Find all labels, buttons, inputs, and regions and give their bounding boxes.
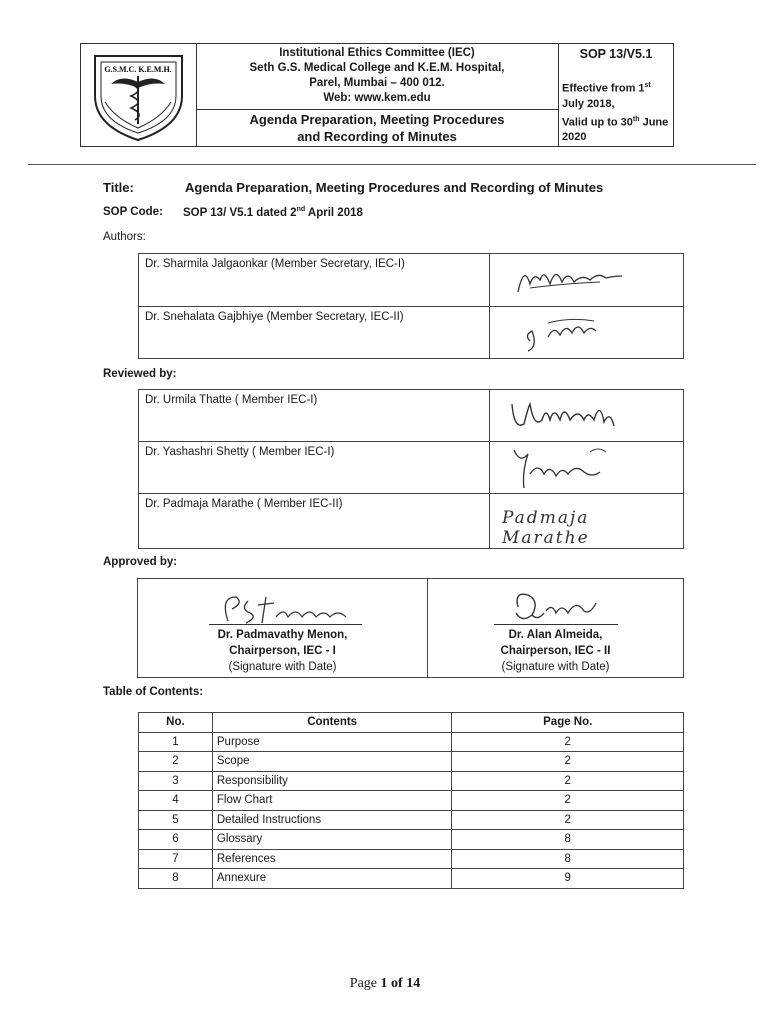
approver-name: Dr. Padmavathy Menon, <box>217 629 348 641</box>
signature-image: Padmaja Marathe <box>502 508 590 548</box>
institution-logo <box>81 44 196 146</box>
toc-header-no: No. <box>139 713 213 733</box>
author-name: Dr. Snehalata Gajbhiye (Member Secretary, IEC-II) <box>139 307 490 359</box>
toc-section: Detailed Instructions <box>212 810 452 830</box>
reviewer-name: Dr. Yashashri Shetty ( Member IEC-I) <box>139 442 490 494</box>
toc-page: 2 <box>452 752 684 772</box>
approver-details <box>428 627 683 675</box>
approver-block <box>428 579 683 677</box>
toc-header-row <box>139 713 684 733</box>
sop-code-label: SOP Code: <box>103 206 163 218</box>
signature-image <box>490 307 682 355</box>
toc-label: Table of Contents: <box>103 686 204 698</box>
approved-label: Approved by: <box>103 556 178 568</box>
toc-header-contents: Contents <box>212 713 452 733</box>
approver-role: Chairperson, IEC - II <box>500 645 611 657</box>
approver-block <box>138 579 427 677</box>
toc-row <box>139 830 684 850</box>
reviewer-name: Dr. Padmaja Marathe ( Member IEC-II) <box>139 494 490 549</box>
college-name: Seth G.S. Medical College and K.E.M. Hospital, <box>249 62 505 74</box>
effective-dates <box>562 78 673 145</box>
toc-header-page: Page No. <box>452 713 684 733</box>
reviewer-signature-cell <box>490 390 684 442</box>
header-version-cell <box>559 44 673 146</box>
toc-row <box>139 869 684 889</box>
page-current: 1 <box>380 976 388 991</box>
signature-image <box>490 254 682 303</box>
toc-page: 2 <box>452 732 684 752</box>
toc-table <box>138 712 684 889</box>
logo-text: G.S.M.C. K.E.M.H. <box>104 65 172 74</box>
toc-number: 1 <box>139 732 213 752</box>
page-total: 14 <box>406 976 421 991</box>
page-of: of <box>387 976 407 991</box>
effective-from: Effective from 1st July 2018, <box>562 82 651 110</box>
header-institution-cell <box>196 44 559 146</box>
header-doc-title-line-2: and Recording of Minutes <box>297 129 457 144</box>
signature-image <box>490 390 682 438</box>
approver-note: (Signature with Date) <box>228 661 337 673</box>
toc-section: Purpose <box>212 732 452 752</box>
committee-name: Institutional Ethics Committee (IEC) <box>279 47 475 59</box>
toc-section: Flow Chart <box>212 791 452 811</box>
reviewed-label: Reviewed by: <box>103 368 177 380</box>
toc-number: 3 <box>139 771 213 791</box>
approver-details <box>138 627 427 675</box>
toc-section: Glossary <box>212 830 452 850</box>
approver-role: Chairperson, IEC - I <box>229 645 336 657</box>
page-prefix: Page <box>349 976 381 991</box>
toc-number: 7 <box>139 849 213 869</box>
author-name: Dr. Sharmila Jalgaonkar (Member Secretary, IEC-I) <box>139 254 490 307</box>
authors-table <box>138 253 684 359</box>
toc-section: Annexure <box>212 869 452 889</box>
toc-section: Scope <box>212 752 452 772</box>
authors-label: Authors: <box>103 231 146 243</box>
toc-number: 4 <box>139 791 213 811</box>
toc-number: 6 <box>139 830 213 850</box>
reviewer-row <box>139 390 684 442</box>
approver-note: (Signature with Date) <box>501 661 610 673</box>
approver-name: Dr. Alan Almeida, <box>508 629 603 641</box>
toc-section: References <box>212 849 452 869</box>
toc-row <box>139 732 684 752</box>
header-doc-title-line-1: Agenda Preparation, Meeting Procedures <box>249 112 505 127</box>
reviewer-signature-cell <box>490 494 684 549</box>
header-divider <box>28 164 756 165</box>
signature-image <box>218 587 358 627</box>
title-label: Title: <box>103 180 134 195</box>
toc-row <box>139 771 684 791</box>
page-number <box>0 976 770 992</box>
reviewer-name: Dr. Urmila Thatte ( Member IEC-I) <box>139 390 490 442</box>
toc-section: Responsibility <box>212 771 452 791</box>
approvals-box <box>137 578 684 678</box>
toc-row <box>139 791 684 811</box>
toc-page: 2 <box>452 771 684 791</box>
toc-page: 8 <box>452 849 684 869</box>
header-box <box>80 43 674 147</box>
reviewer-row <box>139 442 684 494</box>
toc-number: 5 <box>139 810 213 830</box>
website: Web: www.kem.edu <box>323 92 431 104</box>
toc-number: 8 <box>139 869 213 889</box>
signature-line <box>209 624 362 625</box>
author-row <box>139 254 684 307</box>
signature-image <box>490 442 682 490</box>
toc-page: 9 <box>452 869 684 889</box>
author-row <box>139 307 684 359</box>
logo-cell <box>81 44 197 146</box>
title-value: Agenda Preparation, Meeting Procedures and Recording of Minutes <box>185 180 604 195</box>
reviewer-row <box>139 494 684 549</box>
address: Parel, Mumbai – 400 012. <box>309 77 445 89</box>
author-signature-cell <box>490 254 684 307</box>
signature-image <box>498 585 618 625</box>
sop-number: SOP 13/V5.1 <box>579 47 653 61</box>
toc-row <box>139 849 684 869</box>
toc-page: 2 <box>452 791 684 811</box>
reviewer-signature-cell <box>490 442 684 494</box>
toc-number: 2 <box>139 752 213 772</box>
toc-row <box>139 752 684 772</box>
author-signature-cell <box>490 307 684 359</box>
signature-line <box>494 624 618 625</box>
reviewers-table <box>138 389 684 549</box>
valid-up-to: Valid up to 30th June 2020 <box>562 115 669 144</box>
toc-row <box>139 810 684 830</box>
sop-code-value: SOP 13/ V5.1 dated 2nd April 2018 <box>183 206 363 219</box>
institution-block <box>196 44 558 110</box>
toc-page: 8 <box>452 830 684 850</box>
toc-page: 2 <box>452 810 684 830</box>
header-doc-title <box>196 111 558 145</box>
